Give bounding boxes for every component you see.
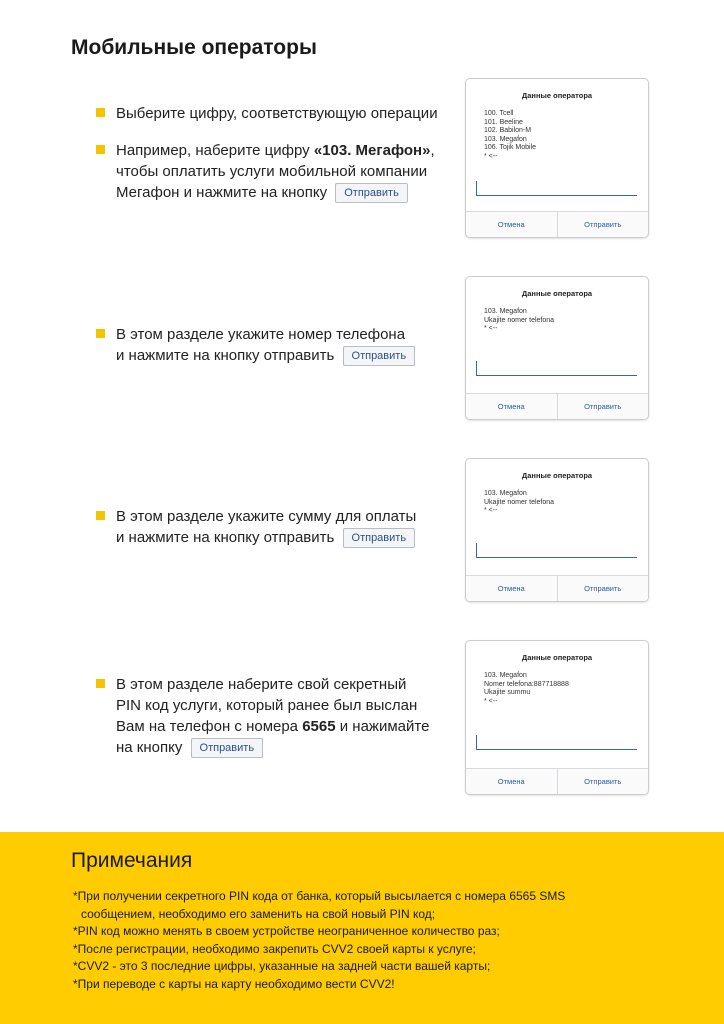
step-3-instructions: [96, 506, 446, 548]
dialog-text: [484, 490, 648, 516]
bullet-text: В этом разделе укажите сумму для оплаты: [116, 508, 417, 525]
send-button[interactable]: Отправить: [557, 212, 649, 237]
dialog-title: Данные оператора: [521, 653, 593, 662]
bullet-text: и нажмите на кнопку отправить: [116, 529, 335, 546]
dialog-line: 106. Tojik Mobile: [484, 144, 537, 151]
bullet-text: ,: [430, 142, 435, 159]
sms-number: 6565: [302, 718, 336, 735]
operator-dialog-2: [465, 276, 649, 420]
dialog-line: 103. Megafon: [484, 308, 527, 315]
dialog-line: 102. Babilon-M: [484, 127, 532, 134]
send-button-example[interactable]: Отправить: [191, 738, 264, 758]
bullet-item: [96, 674, 456, 758]
bullet-marker: [96, 511, 105, 520]
bullet-text: В этом разделе наберите свой секретный: [116, 676, 407, 693]
bullet-marker: [96, 679, 105, 688]
dialog-line: * <--: [484, 697, 498, 705]
dialog-input[interactable]: [476, 543, 637, 558]
bullet-text: на кнопку: [116, 739, 183, 756]
dialog-line: 103. Megafon: [484, 490, 527, 497]
dialog-line: Ukajite nomer telefona: [484, 498, 555, 506]
cancel-button[interactable]: Отмена: [497, 584, 525, 593]
dialog-title: Данные оператора: [521, 471, 593, 480]
bullet-text: и нажмите на кнопку отправить: [116, 347, 335, 364]
dialog-footer: [466, 768, 648, 794]
operator-code: «103. Мегафон»: [313, 142, 431, 159]
bullet-item: [96, 506, 446, 548]
dialog-input[interactable]: [476, 181, 637, 196]
dialog-title: Данные оператора: [521, 289, 593, 298]
operator-dialog-1: [465, 78, 649, 238]
operator-dialog-4: [465, 640, 649, 795]
dialog-text: [484, 110, 648, 161]
cancel-button[interactable]: Отмена: [497, 402, 525, 411]
bullet-text: чтобы оплатить услуги мобильной компании: [116, 163, 428, 180]
dialog-line: * <--: [484, 507, 498, 514]
bullet-item: [96, 324, 446, 366]
send-button-example[interactable]: Отправить: [343, 346, 416, 366]
dialog-line: Nomer telefona:887718888: [484, 680, 569, 688]
bullet-text: Например, наберите цифру: [116, 142, 314, 159]
step-2-instructions: [96, 324, 446, 366]
operator-dialog-3: [465, 458, 649, 602]
dialog-input[interactable]: [476, 735, 637, 750]
bullet-item: [96, 140, 446, 203]
step-4-instructions: [96, 674, 456, 758]
notes-list: [73, 888, 565, 993]
cancel-button[interactable]: Отмена: [497, 777, 525, 786]
send-button[interactable]: Отправить: [557, 394, 649, 419]
bullet-item: [96, 103, 446, 124]
note-item: *CVV2 - это 3 последние цифры, указанные на задней части вашей карты;: [73, 959, 491, 973]
cancel-button[interactable]: Отмена: [497, 220, 525, 229]
dialog-title: Данные оператора: [521, 91, 593, 100]
bullet-marker: [96, 145, 105, 154]
dialog-line: * <--: [484, 325, 498, 332]
send-button[interactable]: Отправить: [557, 576, 649, 601]
dialog-line: 100. Tcell: [484, 110, 514, 117]
dialog-line: * <--: [484, 152, 498, 160]
bullet-text: Выберите цифру, соответствующую операции: [116, 105, 438, 122]
bullet-text: В этом разделе укажите номер телефона: [116, 326, 406, 343]
note-item: *После регистрации, необходимо закрепить CVV2 своей карты к услуге;: [73, 941, 476, 956]
step-1-instructions: [96, 103, 446, 203]
send-button[interactable]: Отправить: [557, 769, 649, 794]
dialog-line: 103. Megafon: [484, 672, 527, 679]
dialog-line: 103. Megafon: [484, 135, 527, 143]
notes-title: Примечания: [71, 849, 193, 872]
dialog-line: Ukajite summu: [484, 689, 531, 696]
bullet-text: PIN код услуги, который ранее был выслан: [116, 697, 418, 714]
dialog-footer: [466, 393, 648, 419]
note-item: *При получении секретного PIN кода от банка, который высылается с номера 6565 SMS: [73, 889, 566, 903]
dialog-text: [484, 672, 648, 706]
dialog-input[interactable]: [476, 361, 637, 376]
note-item: сообщением, необходимо его заменить на свой новый PIN код;: [81, 906, 436, 921]
notes-section: [0, 832, 724, 1024]
dialog-footer: [466, 211, 648, 237]
dialog-text: [484, 308, 648, 334]
dialog-footer: [466, 575, 648, 601]
bullet-text: Мегафон и нажмите на кнопку: [116, 184, 328, 201]
bullet-marker: [96, 108, 105, 117]
bullet-text: Вам на телефон с номера: [116, 718, 303, 735]
send-button-example[interactable]: Отправить: [343, 528, 416, 548]
bullet-marker: [96, 329, 105, 338]
note-item: *При переводе с карты на карту необходимо вести CVV2!: [73, 976, 395, 991]
page-title: Мобильные операторы: [71, 36, 317, 59]
bullet-text: и нажимайте: [335, 718, 430, 735]
dialog-line: 101. Beeline: [484, 118, 523, 126]
note-item: *PIN код можно менять в своем устройстве неограниченное количество раз;: [73, 924, 500, 938]
send-button-example[interactable]: Отправить: [335, 183, 408, 203]
dialog-line: Ukajite nomer telefona: [484, 316, 555, 324]
